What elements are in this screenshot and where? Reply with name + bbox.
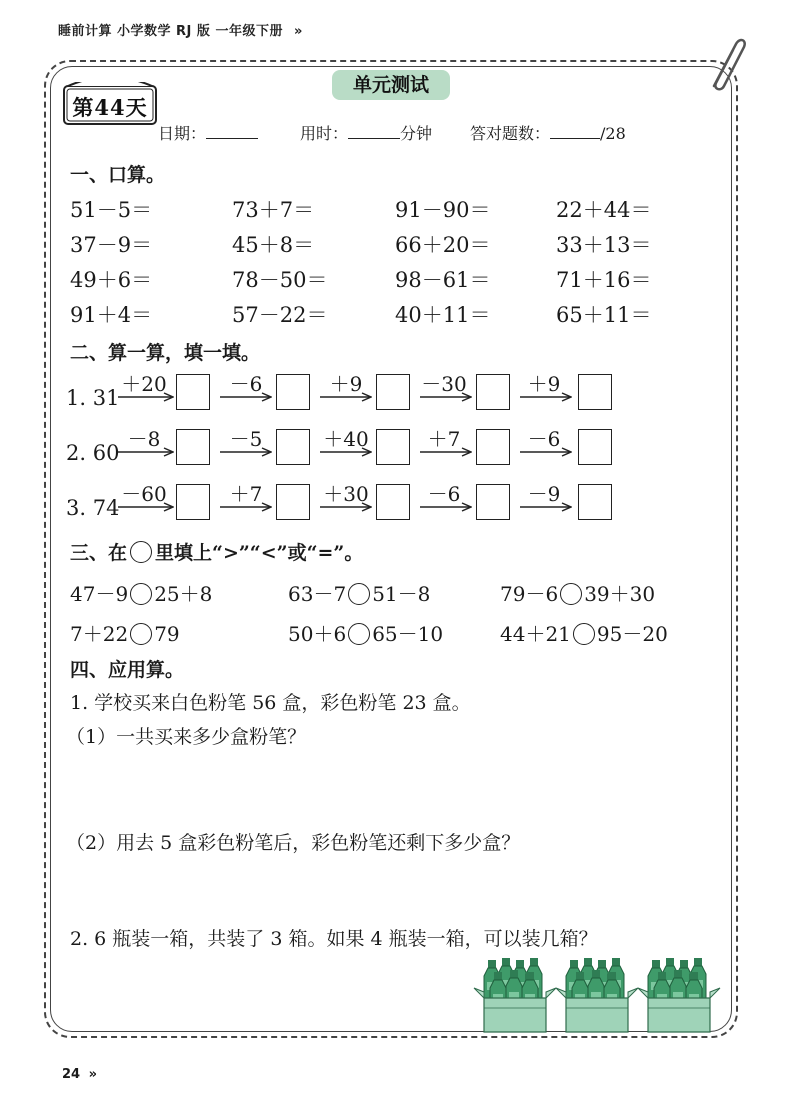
oral-item: 22＋44＝	[556, 198, 652, 222]
compare-item	[288, 618, 443, 647]
compare-left: 47－9	[70, 582, 129, 606]
oral-item: 66＋20＝	[395, 233, 491, 257]
arrow-right-icon	[220, 447, 272, 457]
page-title: 单元测试	[332, 70, 450, 100]
arrow-right-icon	[520, 502, 572, 512]
chain-op: ＋30	[323, 482, 369, 506]
compare-circle[interactable]	[130, 583, 152, 605]
compare-circle[interactable]	[348, 583, 370, 605]
header-text: 睡前计算 小学数学 RJ 版 一年级下册	[58, 24, 283, 39]
answer-box[interactable]	[176, 484, 210, 520]
arrow-right-icon	[420, 502, 472, 512]
compare-item	[500, 618, 668, 647]
chain-op: －6	[229, 372, 263, 396]
oral-item: 73＋7＝	[232, 198, 315, 222]
arrow-right-icon	[520, 392, 572, 402]
section3-title-a: 三、在	[70, 542, 128, 564]
paperclip-icon	[700, 34, 748, 96]
answer-box[interactable]	[376, 484, 410, 520]
oral-item: 65＋11＝	[556, 303, 652, 327]
compare-left: 44＋21	[500, 622, 571, 646]
answer-box[interactable]	[578, 484, 612, 520]
compare-left: 79－6	[500, 582, 559, 606]
oral-item: 57－22＝	[232, 303, 328, 327]
correct-label: 答对题数：	[470, 124, 551, 143]
oral-item: 49＋6＝	[70, 268, 153, 292]
oral-item: 33＋13＝	[556, 233, 652, 257]
oral-item: 40＋11＝	[395, 303, 491, 327]
compare-left: 50＋6	[288, 622, 347, 646]
compare-right: 25＋8	[154, 582, 213, 606]
answer-box[interactable]	[578, 374, 612, 410]
compare-item	[288, 578, 430, 607]
word-problem-1b: （2）用去 5 盒彩色粉笔后，彩色粉笔还剩下多少盒？	[66, 832, 521, 854]
chain-op: ＋20	[121, 372, 167, 396]
book-header	[58, 20, 303, 39]
section3-title	[70, 538, 363, 565]
compare-right: 39＋30	[584, 582, 656, 606]
score-total: /28	[600, 124, 626, 143]
section4-title: 四、应用算。	[70, 659, 185, 681]
time-blank[interactable]	[348, 124, 400, 139]
answer-box[interactable]	[176, 374, 210, 410]
answer-box[interactable]	[276, 484, 310, 520]
compare-item	[500, 578, 655, 607]
compare-circle[interactable]	[130, 623, 152, 645]
word-problem-2: 2. 6 瓶装一箱，共装了 3 箱。如果 4 瓶装一箱，可以装几箱？	[70, 928, 598, 950]
header-arrow: »	[293, 24, 303, 39]
answer-box[interactable]	[276, 374, 310, 410]
score-field	[470, 121, 626, 144]
answer-box[interactable]	[276, 429, 310, 465]
chain-op: ＋9	[527, 372, 561, 396]
compare-left: 63－7	[288, 582, 347, 606]
answer-box[interactable]	[476, 429, 510, 465]
time-label: 用时：	[300, 124, 349, 143]
chain-op: －6	[527, 427, 561, 451]
chain-op: －60	[121, 482, 167, 506]
compare-left: 7＋22	[70, 622, 129, 646]
chain-start: 2. 60	[66, 441, 120, 465]
bottle-crate-icon	[470, 956, 730, 1036]
chain-op: ＋7	[229, 482, 263, 506]
oral-item: 78－50＝	[232, 268, 328, 292]
page-footer	[62, 1067, 97, 1082]
oral-item: 71＋16＝	[556, 268, 652, 292]
oral-item: 37－9＝	[70, 233, 153, 257]
answer-box[interactable]	[376, 429, 410, 465]
section1-title: 一、口算。	[70, 164, 166, 186]
chain-start: 1. 31	[66, 386, 120, 410]
arrow-right-icon	[320, 447, 372, 457]
chain-op: －9	[527, 482, 561, 506]
arrow-right-icon	[118, 447, 174, 457]
compare-item	[70, 618, 180, 647]
answer-box[interactable]	[376, 374, 410, 410]
word-problem-1: 1. 学校买来白色粉笔 56 盒，彩色粉笔 23 盒。	[70, 692, 471, 714]
arrow-right-icon	[320, 392, 372, 402]
arrow-right-icon	[320, 502, 372, 512]
oral-item: 45＋8＝	[232, 233, 315, 257]
chain-op: ＋40	[323, 427, 369, 451]
arrow-right-icon	[220, 392, 272, 402]
day-badge: 第44天	[72, 95, 148, 120]
oral-item: 51－5＝	[70, 198, 153, 222]
chain-start: 3. 74	[66, 496, 120, 520]
arrow-right-icon	[420, 392, 472, 402]
arrow-right-icon	[118, 502, 174, 512]
chain-op: －8	[127, 427, 161, 451]
arrow-right-icon	[220, 502, 272, 512]
chain-op: －30	[421, 372, 467, 396]
compare-right: 79	[154, 622, 180, 646]
chain-op: －6	[427, 482, 461, 506]
date-label: 日期：	[158, 124, 207, 143]
chain-op: ＋7	[427, 427, 461, 451]
time-unit: 分钟	[400, 124, 433, 143]
compare-circle[interactable]	[348, 623, 370, 645]
answer-box[interactable]	[578, 429, 612, 465]
compare-right: 51－8	[372, 582, 431, 606]
chain-op: ＋9	[329, 372, 363, 396]
arrow-right-icon	[118, 392, 174, 402]
page-number: 24	[62, 1067, 81, 1082]
score-blank[interactable]	[550, 124, 600, 139]
answer-box[interactable]	[476, 374, 510, 410]
compare-item	[70, 578, 212, 607]
chain-op: －5	[229, 427, 263, 451]
oral-item: 98－61＝	[395, 268, 491, 292]
date-blank[interactable]	[206, 124, 258, 139]
compare-circle[interactable]	[573, 623, 595, 645]
circle-icon	[130, 541, 152, 563]
compare-circle[interactable]	[560, 583, 582, 605]
arrow-right-icon	[520, 447, 572, 457]
time-field	[300, 121, 432, 144]
answer-box[interactable]	[176, 429, 210, 465]
compare-right: 65－10	[372, 622, 444, 646]
footer-arrow: »	[88, 1067, 98, 1082]
section2-title: 二、算一算，填一填。	[70, 342, 261, 364]
arrow-right-icon	[420, 447, 472, 457]
oral-item: 91＋4＝	[70, 303, 153, 327]
section3-title-b: 里填上“>”“<”或“=”。	[155, 542, 364, 564]
compare-right: 95－20	[596, 622, 668, 646]
oral-item: 91－90＝	[395, 198, 491, 222]
word-problem-1a: （1）一共买来多少盒粉笔？	[66, 726, 307, 748]
answer-box[interactable]	[476, 484, 510, 520]
date-field	[158, 121, 258, 144]
